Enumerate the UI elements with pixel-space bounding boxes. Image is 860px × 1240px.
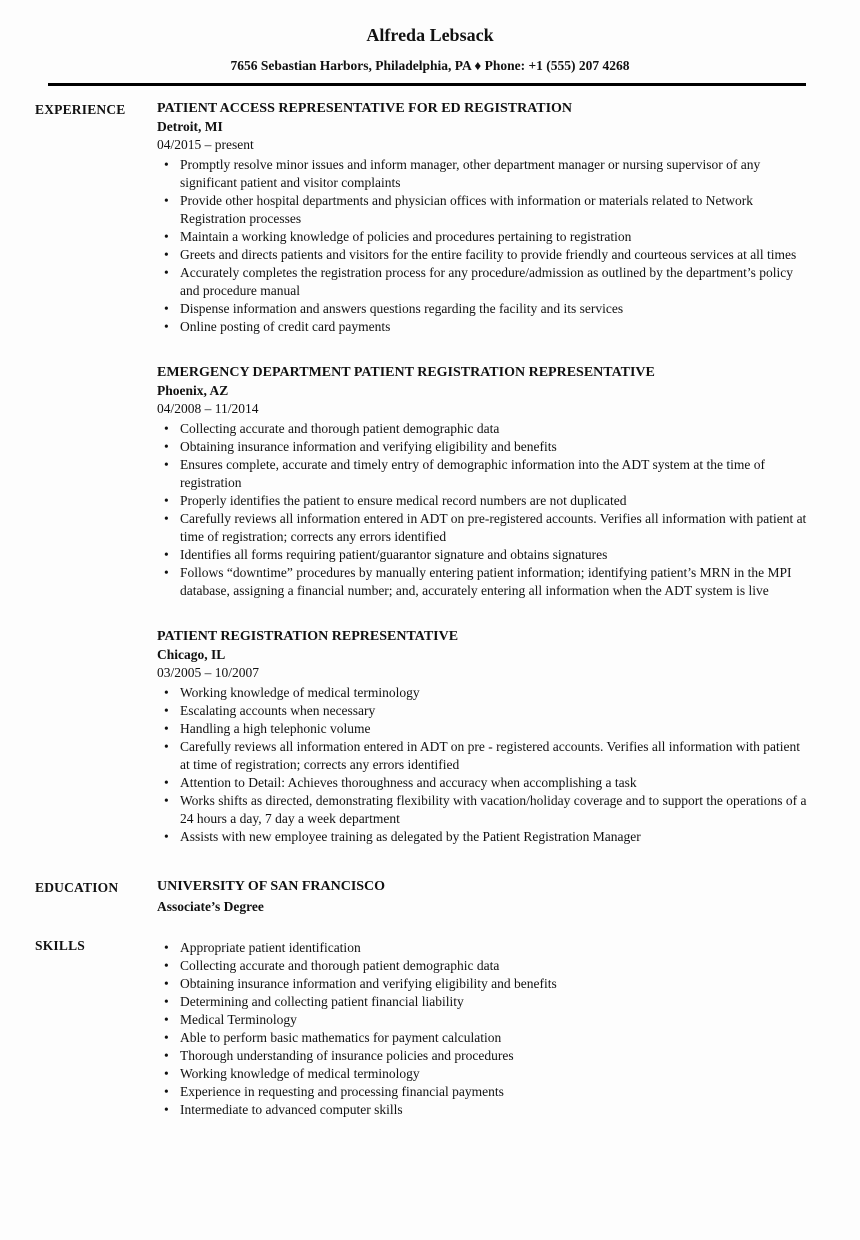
job-dates: 04/2015 – present <box>157 137 254 152</box>
job-title: PATIENT REGISTRATION REPRESENTATIVE <box>157 629 459 644</box>
experience-section <box>35 100 812 846</box>
skill-bullet: • Medical Terminology <box>157 1011 812 1029</box>
job-title: EMERGENCY DEPARTMENT PATIENT REGISTRATION REPRESENTATIVE <box>157 365 655 380</box>
education-section <box>35 878 812 916</box>
resume-header <box>0 0 860 86</box>
job-dates: 04/2008 – 11/2014 <box>157 401 259 416</box>
section-label-education: EDUCATION <box>35 880 119 895</box>
job-bullet: • Carefully reviews all information entered in ADT on pre-registered accounts. Verifies all information with patient at time of registration; corrects any errors identified <box>157 510 812 546</box>
section-label-skills: SKILLS <box>35 938 85 953</box>
contact-line: 7656 Sebastian Harbors, Philadelphia, PA ♦ Phone: +1 (555) 207 4268 <box>230 58 630 73</box>
degree: Associate’s Degree <box>157 899 264 914</box>
job-entry-1 <box>157 100 812 336</box>
job-bullet: • Carefully reviews all information entered in ADT on pre - registered accounts. Verifies all information with patient at time of registration; corrects any errors identified <box>157 738 812 774</box>
skills-list <box>157 939 812 1119</box>
skill-bullet: • Obtaining insurance information and verifying eligibility and benefits <box>157 975 812 993</box>
job-bullet: • Obtaining insurance information and verifying eligibility and benefits <box>157 438 812 456</box>
job-bullet: • Dispense information and answers questions regarding the facility and its services <box>157 300 812 318</box>
job-bullets-list <box>157 420 812 600</box>
skill-bullet: • Determining and collecting patient financial liability <box>157 993 812 1011</box>
job-bullet: • Promptly resolve minor issues and inform manager, other department manager or nursing supervisor of any significant patient and visitor complaints <box>157 156 812 192</box>
job-bullet: • Properly identifies the patient to ensure medical record numbers are not duplicated <box>157 492 812 510</box>
skill-bullet: • Able to perform basic mathematics for payment calculation <box>157 1029 812 1047</box>
job-bullet: • Greets and directs patients and visitors for the entire facility to provide friendly and courteous services at all times <box>157 246 812 264</box>
skill-bullet: • Thorough understanding of insurance policies and procedures <box>157 1047 812 1065</box>
section-label-experience: EXPERIENCE <box>35 102 126 117</box>
job-bullet: • Escalating accounts when necessary <box>157 702 812 720</box>
job-bullet: • Assists with new employee training as delegated by the Patient Registration Manager <box>157 828 812 846</box>
job-bullet: • Attention to Detail: Achieves thoroughness and accuracy when accomplishing a task <box>157 774 812 792</box>
job-bullet: • Accurately completes the registration process for any procedure/admission as outlined by the department’s policy and procedure manual <box>157 264 812 300</box>
skills-section <box>35 936 812 1119</box>
job-location: Chicago, IL <box>157 647 226 662</box>
job-bullet: • Collecting accurate and thorough patient demographic data <box>157 420 812 438</box>
job-bullet: • Maintain a working knowledge of policies and procedures pertaining to registration <box>157 228 812 246</box>
school-name: UNIVERSITY OF SAN FRANCISCO <box>157 879 386 894</box>
job-title: PATIENT ACCESS REPRESENTATIVE FOR ED REGISTRATION <box>157 101 573 116</box>
education-content <box>157 878 812 916</box>
job-location: Detroit, MI <box>157 119 223 134</box>
job-dates: 03/2005 – 10/2007 <box>157 665 260 680</box>
job-bullet: • Handling a high telephonic volume <box>157 720 812 738</box>
skill-bullet: • Intermediate to advanced computer skills <box>157 1101 812 1119</box>
skill-bullet: • Appropriate patient identification <box>157 939 812 957</box>
job-bullet: • Identifies all forms requiring patient/guarantor signature and obtains signatures <box>157 546 812 564</box>
skill-bullet: • Working knowledge of medical terminology <box>157 1065 812 1083</box>
job-bullets-list <box>157 156 812 336</box>
job-location: Phoenix, AZ <box>157 383 229 398</box>
job-entry-3 <box>157 628 812 846</box>
job-entry-2 <box>157 364 812 600</box>
job-bullets-list <box>157 684 812 846</box>
job-bullet: • Follows “downtime” procedures by manually entering patient information; identifying patient’s MRN in the MPI database, assigning a financial number; and, accurately entering all information when the ADT system is live <box>157 564 812 600</box>
skills-content <box>157 936 812 1119</box>
job-bullet: • Provide other hospital departments and physician offices with information or materials related to Network Registration processes <box>157 192 812 228</box>
resume-body <box>0 86 860 1119</box>
skill-bullet: • Experience in requesting and processing financial payments <box>157 1083 812 1101</box>
skill-bullet: • Collecting accurate and thorough patient demographic data <box>157 957 812 975</box>
experience-content <box>157 100 812 846</box>
job-bullet: • Ensures complete, accurate and timely entry of demographic information into the ADT system at the time of registration <box>157 456 812 492</box>
job-bullet: • Online posting of credit card payments <box>157 318 812 336</box>
job-bullet: • Working knowledge of medical terminology <box>157 684 812 702</box>
person-name: Alfreda Lebsack <box>366 25 494 45</box>
job-bullet: • Works shifts as directed, demonstrating flexibility with vacation/holiday coverage and to support the operations of a 24 hours a day, 7 day a week department <box>157 792 812 828</box>
